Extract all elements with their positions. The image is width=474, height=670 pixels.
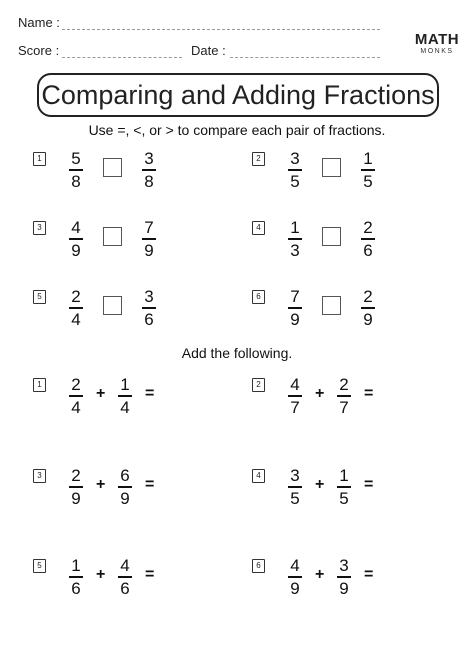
denominator: 4 — [71, 309, 81, 329]
denominator: 6 — [144, 309, 154, 329]
compare-instruction: Use =, <, or > to compare each pair of fractions. — [88, 122, 386, 138]
fraction-bar — [69, 238, 83, 240]
numerator: 2 — [71, 466, 81, 485]
fraction — [336, 467, 352, 508]
fraction — [141, 150, 157, 191]
fraction-bar — [69, 169, 83, 171]
equals-sign: = — [145, 566, 155, 583]
numerator: 2 — [339, 375, 349, 394]
plus-sign: + — [315, 476, 325, 493]
denominator: 9 — [120, 488, 130, 508]
equals-sign: = — [364, 385, 374, 402]
denominator: 6 — [363, 240, 373, 260]
page-title: Comparing and Adding Fractions — [41, 79, 435, 110]
fraction — [287, 288, 303, 329]
fraction — [287, 467, 303, 508]
problem-number: 4 — [252, 221, 265, 235]
add-instruction: Add the following. — [181, 345, 293, 361]
denominator: 9 — [290, 309, 300, 329]
fraction — [68, 557, 84, 598]
numerator: 3 — [144, 149, 154, 168]
denominator: 6 — [120, 578, 130, 598]
numerator: 7 — [144, 218, 154, 237]
denominator: 6 — [71, 578, 81, 598]
fraction-bar — [69, 395, 83, 397]
logo-subtitle: MONKS — [420, 48, 454, 55]
numerator: 3 — [290, 149, 300, 168]
answer-box[interactable] — [322, 227, 341, 246]
problem-number: 4 — [252, 469, 265, 483]
score-label: Score : — [18, 43, 60, 58]
answer-box[interactable] — [103, 227, 122, 246]
date-field[interactable] — [230, 57, 380, 58]
denominator: 9 — [363, 309, 373, 329]
denominator: 9 — [290, 578, 300, 598]
numerator: 4 — [71, 218, 81, 237]
denominator: 4 — [71, 397, 81, 417]
numerator: 2 — [363, 218, 373, 237]
fraction-bar — [337, 486, 351, 488]
fraction-bar — [288, 395, 302, 397]
plus-sign: + — [96, 476, 106, 493]
numerator: 7 — [290, 287, 300, 306]
plus-sign: + — [96, 566, 106, 583]
fraction-bar — [118, 395, 132, 397]
problem-number: 1 — [33, 152, 46, 166]
plus-sign: + — [96, 385, 106, 402]
problem-number: 6 — [252, 290, 265, 304]
fraction — [360, 150, 376, 191]
denominator: 8 — [144, 171, 154, 191]
denominator: 5 — [290, 171, 300, 191]
fraction — [117, 557, 133, 598]
denominator: 9 — [144, 240, 154, 260]
denominator: 9 — [71, 240, 81, 260]
denominator: 5 — [339, 488, 349, 508]
fraction-bar — [69, 486, 83, 488]
problem-number: 5 — [33, 559, 46, 573]
numerator: 4 — [120, 556, 130, 575]
equals-sign: = — [364, 566, 374, 583]
plus-sign: + — [315, 385, 325, 402]
denominator: 7 — [339, 397, 349, 417]
fraction — [68, 150, 84, 191]
fraction-bar — [142, 307, 156, 309]
fraction-bar — [69, 307, 83, 309]
fraction-bar — [288, 169, 302, 171]
numerator: 3 — [144, 287, 154, 306]
fraction-bar — [288, 486, 302, 488]
denominator: 3 — [290, 240, 300, 260]
numerator: 1 — [363, 149, 373, 168]
score-field[interactable] — [62, 57, 182, 58]
fraction — [68, 467, 84, 508]
equals-sign: = — [145, 476, 155, 493]
denominator: 7 — [290, 397, 300, 417]
fraction — [68, 219, 84, 260]
denominator: 4 — [120, 397, 130, 417]
numerator: 3 — [290, 466, 300, 485]
fraction — [360, 219, 376, 260]
answer-box[interactable] — [322, 158, 341, 177]
name-field[interactable] — [62, 29, 380, 30]
fraction-bar — [142, 169, 156, 171]
numerator: 2 — [363, 287, 373, 306]
plus-sign: + — [315, 566, 325, 583]
fraction — [360, 288, 376, 329]
fraction-bar — [288, 307, 302, 309]
fraction-bar — [337, 576, 351, 578]
fraction-bar — [361, 307, 375, 309]
fraction — [68, 376, 84, 417]
numerator: 3 — [339, 556, 349, 575]
problem-number: 3 — [33, 469, 46, 483]
problem-number: 2 — [252, 378, 265, 392]
answer-box[interactable] — [103, 296, 122, 315]
fraction-bar — [118, 576, 132, 578]
denominator: 9 — [339, 578, 349, 598]
fraction — [141, 288, 157, 329]
problem-number: 2 — [252, 152, 265, 166]
numerator: 4 — [290, 556, 300, 575]
numerator: 1 — [120, 375, 130, 394]
fraction-bar — [361, 238, 375, 240]
denominator: 9 — [71, 488, 81, 508]
answer-box[interactable] — [322, 296, 341, 315]
fraction — [287, 557, 303, 598]
denominator: 5 — [290, 488, 300, 508]
numerator: 1 — [71, 556, 81, 575]
fraction — [141, 219, 157, 260]
numerator: 4 — [290, 375, 300, 394]
math-monks-logo — [412, 31, 462, 55]
fraction-bar — [118, 486, 132, 488]
logo-title: MATH — [414, 31, 460, 48]
equals-sign: = — [145, 385, 155, 402]
equals-sign: = — [364, 476, 374, 493]
numerator: 1 — [339, 466, 349, 485]
numerator: 6 — [120, 466, 130, 485]
numerator: 2 — [71, 375, 81, 394]
fraction — [287, 150, 303, 191]
problem-number: 6 — [252, 559, 265, 573]
answer-box[interactable] — [103, 158, 122, 177]
denominator: 5 — [363, 171, 373, 191]
name-label: Name : — [18, 15, 60, 30]
fraction — [336, 557, 352, 598]
fraction-bar — [288, 238, 302, 240]
fraction — [287, 376, 303, 417]
problem-number: 1 — [33, 378, 46, 392]
problem-number: 5 — [33, 290, 46, 304]
fraction-bar — [69, 576, 83, 578]
title-box — [37, 73, 439, 117]
problem-number: 3 — [33, 221, 46, 235]
denominator: 8 — [71, 171, 81, 191]
fraction — [287, 219, 303, 260]
numerator: 2 — [71, 287, 81, 306]
fraction — [336, 376, 352, 417]
fraction-bar — [361, 169, 375, 171]
fraction-bar — [288, 576, 302, 578]
fraction-bar — [142, 238, 156, 240]
fraction — [117, 376, 133, 417]
date-label: Date : — [191, 43, 226, 58]
fraction-bar — [337, 395, 351, 397]
fraction — [68, 288, 84, 329]
numerator: 5 — [71, 149, 81, 168]
fraction — [117, 467, 133, 508]
numerator: 1 — [290, 218, 300, 237]
